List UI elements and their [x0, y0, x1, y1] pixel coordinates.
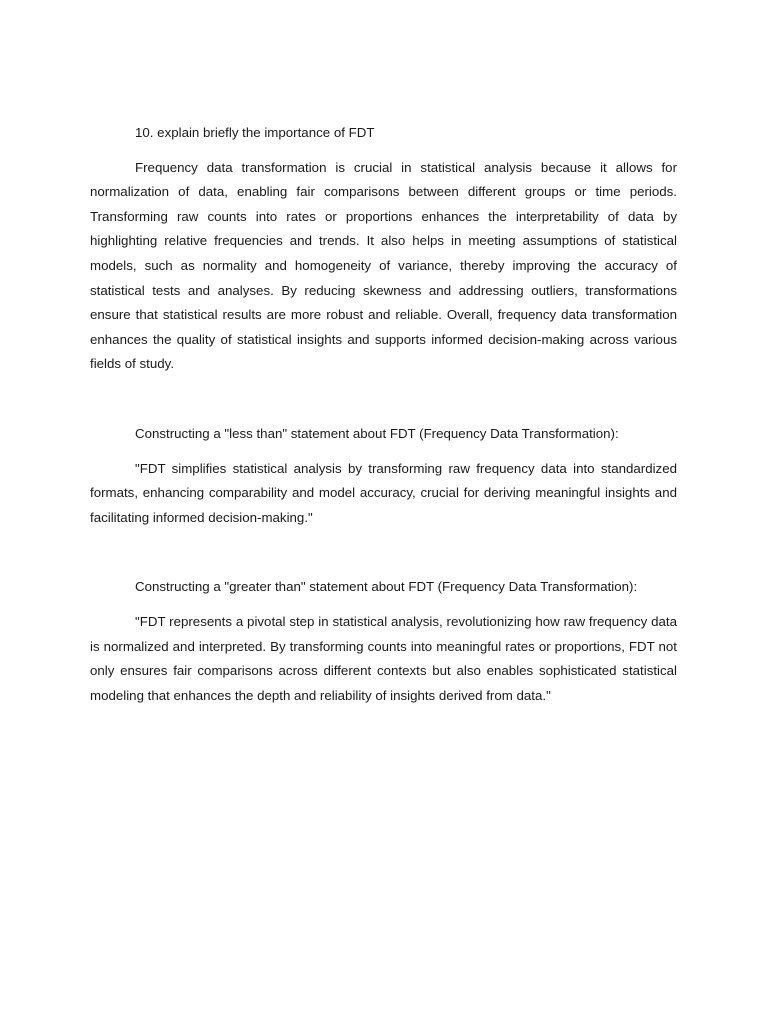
less-than-statement: "FDT simplifies statistical analysis by transforming raw frequency data into standardized formats, enhancing comparability and model accuracy, crucial for deriving meaningful insights and facilitating informed decision-making." [90, 460, 677, 525]
answer-paragraph: Frequency data transformation is crucial in statistical analysis because it allows for normalization of data, enabling fair comparisons between different groups or time periods. Transforming raw counts into rates or proportions enhances the interpretability of data by highlighting relative frequencies and trends. It also helps in meeting assumptions of statistical models, such as normality and homogeneity of variance, thereby improving the accuracy of statistical tests and analyses. By reducing skewness and addressing outliers, transformations ensure that statistical results are more robust and reliable. Overall, frequency data transformation enhances the quality of statistical insights and supports informed decision-making across various fields of study. [90, 159, 677, 372]
spacer [90, 377, 677, 422]
greater-than-statement: "FDT represents a pivotal step in statistical analysis, revolutionizing how raw frequency data is normalized and interpreted. By transforming counts into meaningful rates or proportions, FDT not only ensures fair comparisons across different contexts but also enables sophisticated statistical modeling that enhances the depth and reliability of insights derived from data." [90, 613, 677, 703]
greater-than-heading: Constructing a "greater than" statement about FDT (Frequency Data Transformation): [135, 579, 638, 595]
spacer [90, 530, 677, 575]
spacer [90, 146, 677, 156]
document-page [90, 121, 677, 708]
question-heading: 10. explain briefly the importance of FDT [135, 125, 375, 140]
less-than-heading: Constructing a "less than" statement about FDT (Frequency Data Transformation): [135, 425, 619, 441]
spacer [90, 447, 677, 457]
spacer [90, 600, 677, 610]
